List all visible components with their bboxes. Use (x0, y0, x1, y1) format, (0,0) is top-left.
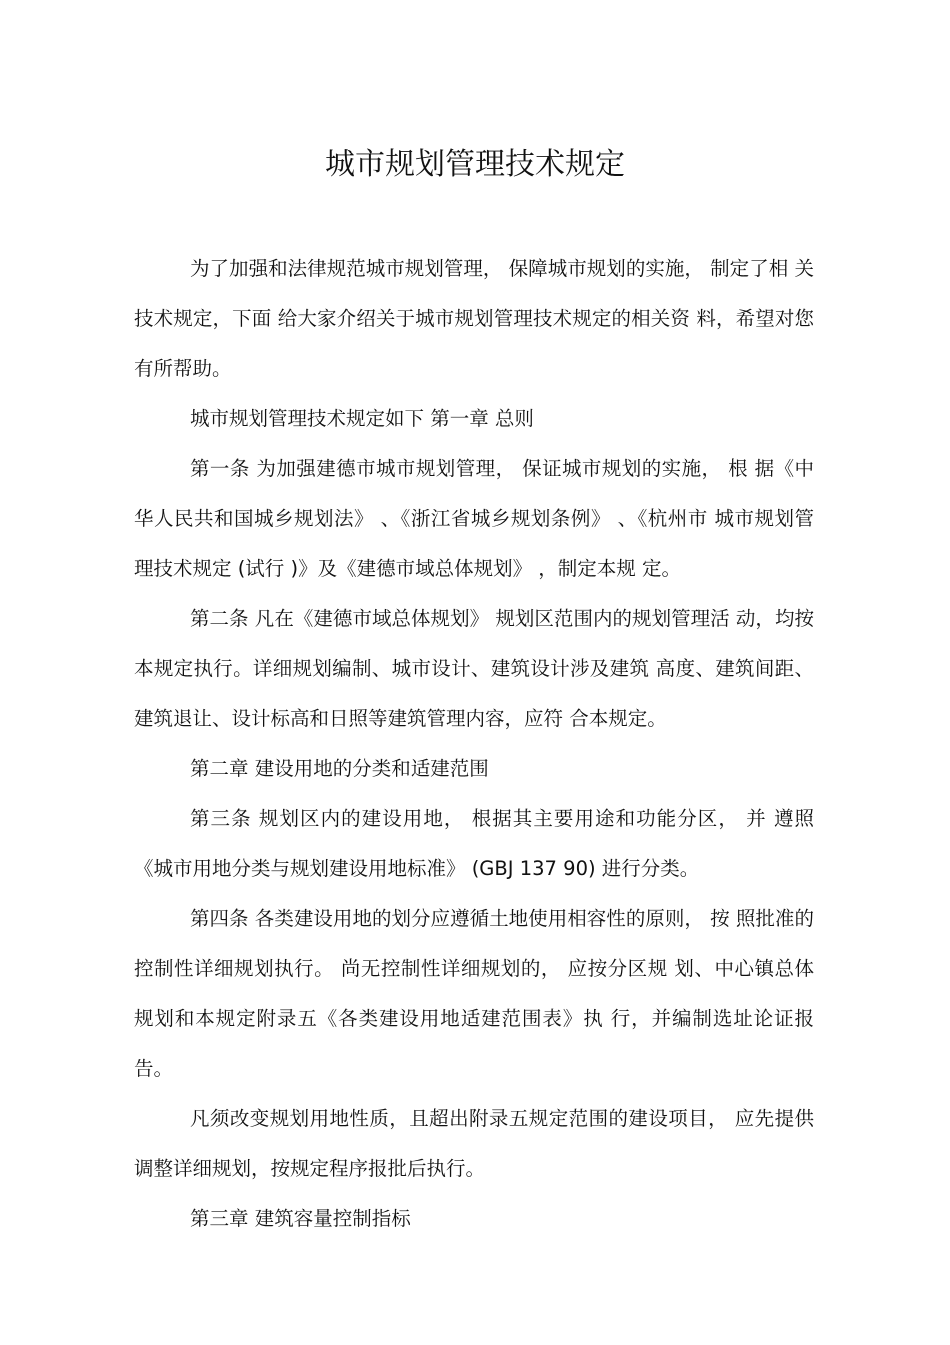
document-title: 城市规划管理技术规定 (325, 147, 625, 182)
paragraph-article-4: 第四条 各类建设用地的划分应遵循土地使用相容性的原则， 按 照批准的控制性详细规划执行。 尚无控制性详细规划的， 应按分区规 划、中心镇总体规划和本规定附录五《各类建设用地适建范围表》执 行，并编制选址论证报告。 (134, 907, 814, 1080)
document-body (134, 244, 814, 1244)
paragraph-chapter-2: 第二章 建设用地的分类和适建范围 (190, 757, 489, 780)
paragraph-chapter-3: 第三章 建筑容量控制指标 (190, 1207, 411, 1230)
paragraph-chapter1-lead: 城市规划管理技术规定如下 第一章 总则 (190, 407, 534, 430)
paragraph-article-1: 第一条 为加强建德市城市规划管理， 保证城市规划的实施， 根 据《中华人民共和国城乡规划法》 、《浙江省城乡规划条例》 、《杭州市 城市规划管理技术规定 (试行 )》及《建德市域总体规划》 ，制定本规 定。 (134, 457, 814, 580)
paragraph-article-3: 第三条 规划区内的建设用地， 根据其主要用途和功能分区， 并 遵照《城市用地分类与规划建设用地标准》 (GBJ 137 90) 进行分类。 (134, 807, 814, 880)
paragraph-intro: 为了加强和法律规范城市规划管理， 保障城市规划的实施， 制定了相 关技术规定，下面 给大家介绍关于城市规划管理技术规定的相关资 料，希望对您有所帮助。 (134, 257, 814, 380)
paragraph-article-2: 第二条 凡在《建德市域总体规划》 规划区范围内的规划管理活 动，均按本规定执行。详细规划编制、城市设计、建筑设计涉及建筑 高度、建筑间距、建筑退让、设计标高和日照等建筑管理内容，应符 合本规定。 (134, 607, 814, 730)
paragraph-article-4-supplement: 凡须改变规划用地性质，且超出附录五规定范围的建设项目， 应先提供调整详细规划，按规定程序报批后执行。 (134, 1107, 814, 1180)
